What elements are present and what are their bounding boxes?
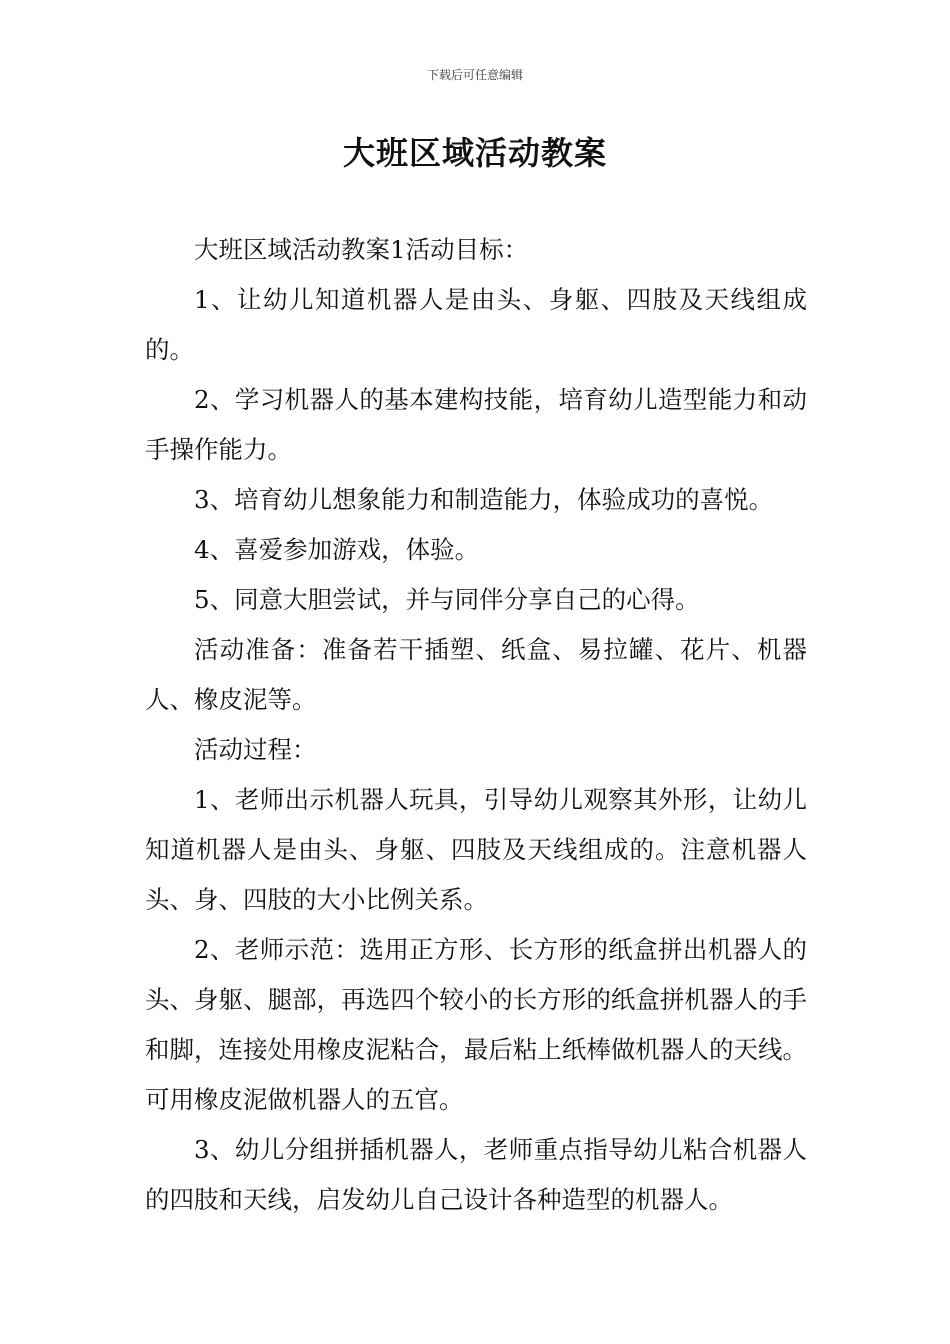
paragraph-goal-1: 1、让幼儿知道机器人是由头、身躯、四肢及天线组成的。 xyxy=(145,285,807,364)
header-note: 下载后可任意编辑 xyxy=(426,68,523,82)
paragraph-goal-4: 4、喜爱参加游戏，体验。 xyxy=(194,535,480,564)
paragraph-process-2: 2、老师示范：选用正方形、长方形的纸盒拼出机器人的头、身躯、腿部，再选四个较小的长方形的纸盒拼机器人的手和脚，连接处用橡皮泥粘合，最后粘上纸棒做机器人的天线。可用橡皮泥做机器人的五官。 xyxy=(145,935,807,1114)
document-body xyxy=(145,225,807,1225)
paragraph-goal-3: 3、培育幼儿想象能力和制造能力，体验成功的喜悦。 xyxy=(194,485,774,514)
document-title: 大班区域活动教案 xyxy=(342,134,607,172)
paragraph-process-3: 3、幼儿分组拼插机器人，老师重点指导幼儿粘合机器人的四肢和天线，启发幼儿自己设计各种造型的机器人。 xyxy=(145,1135,807,1214)
paragraph-intro: 大班区域活动教案1活动目标： xyxy=(194,235,529,264)
paragraph-goal-2: 2、学习机器人的基本建构技能，培育幼儿造型能力和动手操作能力。 xyxy=(145,385,807,464)
paragraph-preparation: 活动准备：准备若干插塑、纸盒、易拉罐、花片、机器人、橡皮泥等。 xyxy=(145,635,807,714)
paragraph-process-heading: 活动过程： xyxy=(194,735,317,764)
paragraph-goal-5: 5、同意大胆尝试，并与同伴分享自己的心得。 xyxy=(194,585,700,614)
paragraph-process-1: 1、老师出示机器人玩具，引导幼儿观察其外形，让幼儿知道机器人是由头、身躯、四肢及天线组成的。注意机器人头、身、四肢的大小比例关系。 xyxy=(145,785,807,914)
